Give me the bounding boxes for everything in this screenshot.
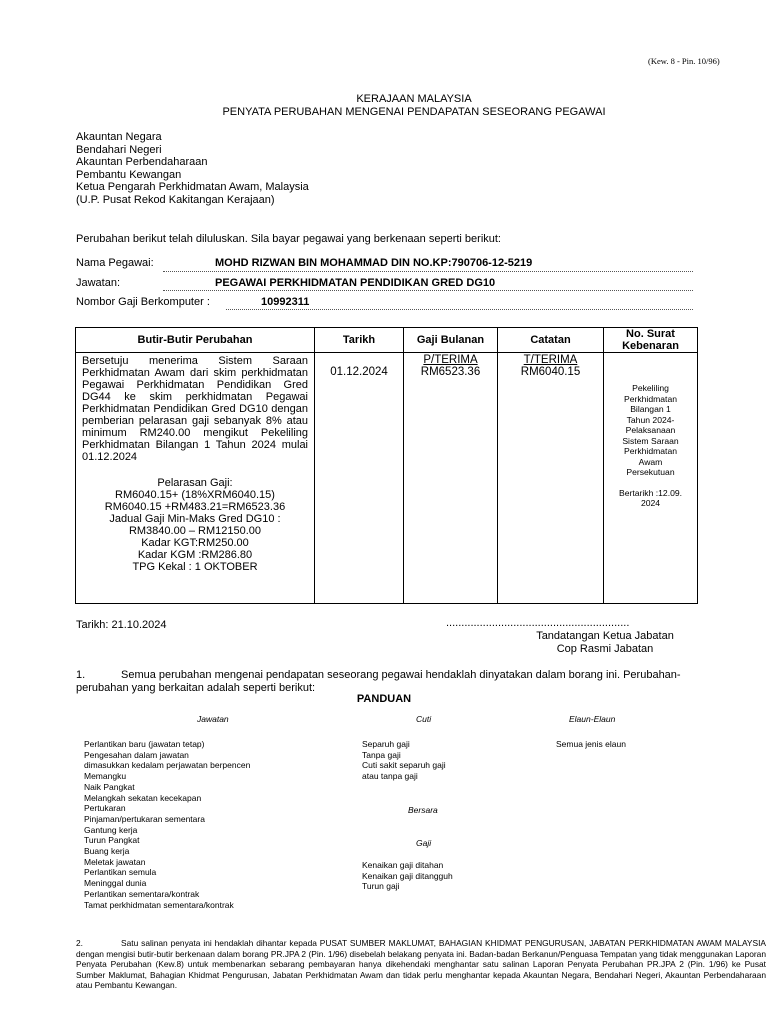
surat-date: Bertarikh :12.09. [618,487,683,498]
recipient-line: Akauntan Perbendaharaan [76,156,208,169]
changes-table [75,327,698,604]
date-field: Tarikh: 21.10.2024 [76,619,167,631]
surat-year: 2024 [640,498,661,508]
recipient-line: Ketua Pengarah Perkhidmatan Awam, Malaysia [76,181,309,194]
pelarasan-line: Jadual Gaji Min-Maks Gred DG10 : [109,513,281,525]
list-item: Meletak jawatan [84,856,146,867]
list-item: Tamat perkhidmatan sementara/kontrak [84,899,234,910]
paragraph-2-text: Satu salinan penyata ini hendaklah dihantar kepada PUSAT SUMBER MAKLUMAT, BAHAGIAN KHIDMAT PENGURUSAN, JABATAN PERKHIDMATAN AWAM MALAYSIA dengan mengisi butir-butir berkenaan dalam borang PR.JPA 2 (Pin. 1/96) disebelah belakang penyata ini. Badan-badan Berkanun/Penguasa Tempatan yang tidak menggunakan Laporan Penyata Perubahan (Kew.8) untuk membenarkan sebarang pembayaran hanya dikehendaki menghantar satu salinan Laporan Penyata Perubahan PR.JPA 2 (Pin. 1/96) ke Pusat Sumber Maklumat, Bahagian Khidmat Pengurusan, Jabatan Perkhidmatan Awam dan tidak perlu menghantar kepada Akauntan Negara, Bendahari Negeri, Akauntan Perbendaharaan atau Pembantu Kewangan. [76,938,766,991]
list-item: atau tanpa gaji [362,771,418,782]
list-item: Tanpa gaji [362,749,401,760]
surat-line: Perkhidmatan [623,393,678,404]
name-underline [163,271,693,272]
post-label: Jawatan: [76,277,121,289]
paragraph-2-number: 2. [76,938,83,948]
surat-line: Tahun 2024- [626,414,675,425]
jawatan-list [84,739,250,910]
list-item: Melangkah sekatan kecekapan [84,792,202,803]
pelarasan-line: Kadar KGM :RM286.80 [137,549,253,561]
column-cuti: Cuti [416,714,432,724]
surat-line: Pekeliling [632,383,669,393]
surat-line: Pelaksanaan [625,425,676,435]
list-item: Pinjaman/pertukaran sementara [84,813,205,824]
surat-line: Awam [638,456,663,467]
signature-label: Tandatangan Ketua Jabatan [536,630,674,642]
post-underline [163,290,693,291]
name-value: MOHD RIZWAN BIN MOHAMMAD DIN NO.KP:790706-12-5219 [215,257,533,269]
paragraph-1-text: Semua perubahan mengenai pendapatan seseorang pegawai hendaklah dinyatakan dalam borang ini. Perubahan-perubahan yang berkaitan adalah seperti berikut: [76,669,681,694]
header-title: KERAJAAN MALAYSIA [356,93,472,105]
list-item: Buang kerja [84,846,130,857]
gaji-value: RM6523.36 [420,366,481,378]
pelarasan-line: TPG Kekal : 1 OKTOBER [132,561,258,573]
surat-line: Bilangan 1 [630,404,671,414]
cuti-list [362,739,446,782]
catatan-label: T/TERIMA [523,354,578,366]
list-item: Gantung kerja [84,824,138,835]
name-label: Nama Pegawai: [76,257,154,269]
recipient-line: Pembantu Kewangan [76,168,182,181]
pay-number-value: 10992311 [261,296,310,308]
post-value: PEGAWAI PERKHIDMATAN PENDIDIKAN GRED DG10 [215,277,496,289]
list-item: Cuti sakit separuh gaji [362,760,446,771]
butir-description: Bersetuju menerima Sistem Saraan Perkhidmatan Awam dari skim perkhidmatan Pegawai Perkhidmatan Pendidikan Gred DG44 ke skim perkhidmatan Pegawai Perkhidmatan Pendidikan Gred DG10 dengan pemberian pelarasan gaji sebanyak 8% atau minimum RM240.00 mengikut Pekeliling Perkhidmatan Bilangan 1 Tahun 2024 mulai 01.12.2024 [82,355,308,463]
recipient-line: Akauntan Negara [76,131,162,143]
pay-number-underline [226,309,693,310]
list-item: Turun gaji [362,881,400,892]
pelarasan-block [82,477,308,573]
header-catatan: Catatan [498,328,604,353]
catatan-value: RM6040.15 [520,366,581,378]
list-item: Kenaikan gaji ditangguh [362,870,453,881]
paragraph-1-number: 1. [76,669,86,681]
paragraph-1 [76,669,724,694]
column-elaun: Elaun-Elaun [569,714,616,724]
list-item: Perlantikan semula [84,867,157,878]
paragraph-2 [76,938,766,991]
recipient-line: (U.P. Pusat Rekod Kakitangan Kerajaan) [76,193,275,206]
panduan-title: PANDUAN [356,693,412,705]
list-item: Naik Pangkat [84,781,135,792]
gaji-cell [404,353,498,604]
list-item: Kenaikan gaji ditahan [362,860,444,870]
list-item: Perlantikan baru (jawatan tetap) [84,739,205,749]
pay-number-label: Nombor Gaji Berkomputer : [76,296,210,308]
surat-line: Perkhidmatan [623,446,678,456]
gaji-list [362,860,453,892]
recipient-list [76,131,309,207]
list-item: Memangku [84,771,127,782]
pelarasan-line: RM6040.15+ (18%XRM6040.15) [115,489,275,501]
table-header-row [76,328,698,353]
surat-line: Sistem Saraan [622,435,679,446]
gaji-label: P/TERIMA [423,354,478,366]
pelarasan-line: RM3840.00 – RM12150.00 [128,525,262,537]
header-surat: No. Surat Kebenaran [604,328,698,353]
list-item: Semua jenis elaun [556,739,626,749]
elaun-list [556,739,626,750]
pelarasan-line: RM6040.15 +RM483.21=RM6523.36 [104,501,286,513]
pelarasan-line: Pelarasan Gaji: [157,477,233,489]
header-butir: Butir-Butir Perubahan [76,328,315,353]
list-item: Pertukaran [84,803,126,814]
pelarasan-line: Kadar KGT:RM250.00 [141,537,249,549]
header-gaji: Gaji Bulanan [404,328,498,353]
list-item: Turun Pangkat [84,835,140,846]
catatan-cell [498,353,604,604]
recipient-line: Bendahari Negeri [76,143,162,156]
header-subtitle: PENYATA PERUBAHAN MENGENAI PENDAPATAN SESEORANG PEGAWAI [222,106,606,118]
form-reference: (Kew. 8 - Pin. 10/96) [648,56,720,66]
intro-text: Perubahan berikut telah diluluskan. Sila bayar pegawai yang berkenaan seperti berikut: [76,233,501,245]
butir-cell [76,353,315,604]
list-item: Separuh gaji [362,739,410,749]
surat-cell [604,353,698,604]
list-item: Meninggal dunia [84,878,147,889]
list-item: Perlantikan sementara/kontrak [84,888,200,899]
signature-dots: ............................................................ [446,617,630,629]
stamp-label: Cop Rasmi Jabatan [556,643,654,655]
table-row [76,353,698,604]
list-item: dimasukkan kedalam perjawatan berpencen [84,760,251,771]
surat-line: Persekutuan [626,467,675,477]
list-item: Pengesahan dalam jawatan [84,749,189,760]
column-jawatan: Jawatan [197,714,229,724]
header-tarikh: Tarikh [315,328,404,353]
tarikh-cell: 01.12.2024 [315,353,404,604]
column-gaji: Gaji [416,838,432,848]
column-bersara: Bersara [408,805,438,815]
